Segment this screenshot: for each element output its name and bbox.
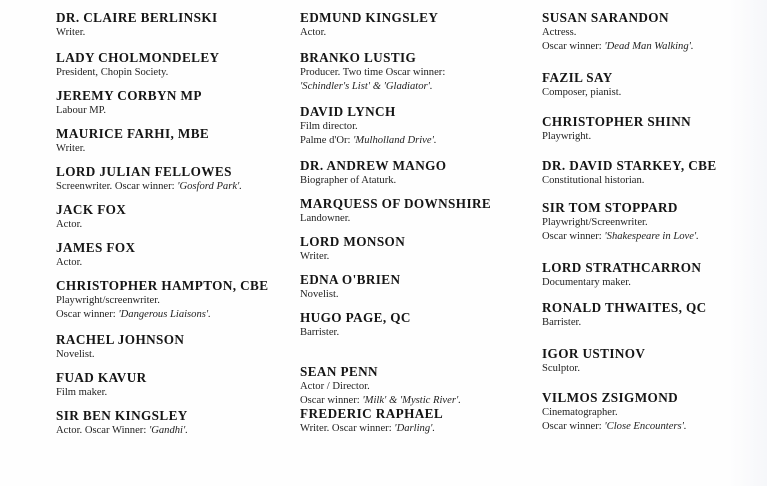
signatory-name: JACK FOX [56, 202, 127, 217]
signatory-description [56, 142, 296, 156]
signatory-entry [300, 406, 540, 436]
signatory-description [56, 180, 296, 194]
signatory-entry [300, 10, 540, 40]
description-text: Writer. [56, 143, 86, 154]
signatory-entry [56, 88, 296, 118]
signatory-entry [300, 234, 540, 264]
signatory-entry [56, 126, 296, 156]
signatory-name: SEAN PENN [300, 364, 378, 379]
signatory-description [56, 26, 296, 40]
signatory-name: FAZIL SAY [542, 70, 613, 85]
signatory-name: DR. CLAIRE BERLINSKI [56, 10, 218, 25]
signatory-description [56, 66, 296, 80]
description-text: Composer, pianist. [542, 87, 622, 98]
signatory-entry [300, 50, 540, 94]
signatory-entry [300, 272, 540, 302]
signatory-name: JEREMY CORBYN MP [56, 88, 202, 103]
signatory-name: VILMOS ZSIGMOND [542, 390, 679, 405]
signatory-name: EDNA O'BRIEN [300, 272, 401, 287]
signatory-name: SIR TOM STOPPARD [542, 200, 678, 215]
description-text: Actor / Director. [300, 381, 370, 392]
signatory-name: HUGO PAGE, QC [300, 310, 411, 325]
signatory-name: LADY CHOLMONDELEY [56, 50, 220, 65]
signatory-name: EDMUND KINGSLEY [300, 10, 439, 25]
signatory-description [300, 26, 540, 40]
signatory-entry [56, 278, 296, 322]
description-text: Actor. Oscar Winner: [56, 425, 149, 436]
signatory-name: LORD JULIAN FELLOWES [56, 164, 232, 179]
signatory-description [56, 424, 296, 438]
signatory-name: RONALD THWAITES, QC [542, 300, 707, 315]
description-text: Oscar winner: [300, 395, 363, 406]
signatory-name: SUSAN SARANDON [542, 10, 669, 25]
signatory-name: LORD MONSON [300, 234, 406, 249]
signatory-description [56, 256, 296, 270]
description-text: Novelist. [300, 289, 339, 300]
signatory-entry [56, 164, 296, 194]
signatory-entry [56, 240, 296, 270]
description-text: Actor. [56, 257, 83, 268]
signatory-name: JAMES FOX [56, 240, 136, 255]
signatory-description [300, 250, 540, 264]
signatory-name: DR. DAVID STARKEY, CBE [542, 158, 717, 173]
signatory-entry [56, 202, 296, 232]
signatory-description [300, 326, 540, 340]
description-text: Landowner. [300, 213, 351, 224]
description-text: Oscar winner: [542, 231, 605, 242]
description-text: Writer. [56, 27, 86, 38]
description-title: 'Milk' & 'Mystic River'. [362, 395, 461, 406]
description-text: Writer. [300, 251, 330, 262]
description-text: Oscar winner: [542, 41, 605, 52]
signatory-entry [300, 310, 540, 340]
description-title: 'Schindler's List' & 'Gladiator'. [300, 81, 433, 92]
signatory-description [56, 308, 296, 322]
signatory-entry [300, 104, 540, 148]
description-title: 'Dead Man Walking'. [604, 41, 694, 52]
scan-edge-shading [727, 0, 767, 486]
description-text: Screenwriter. Oscar winner: [56, 181, 178, 192]
description-text: Palme d'Or: [300, 135, 354, 146]
description-text: Documentary maker. [542, 277, 631, 288]
signatory-description [300, 174, 540, 188]
description-title: 'Shakespeare in Love'. [604, 231, 699, 242]
signatory-name: DR. ANDREW MANGO [300, 158, 447, 173]
signatory-name: MARQUESS OF DOWNSHIRE [300, 196, 492, 211]
signatory-description [300, 80, 540, 94]
description-text: Producer. Two time Oscar winner: [300, 67, 446, 78]
signatory-entry [56, 50, 296, 80]
signatory-entry [56, 370, 296, 400]
description-text: Cinematographer. [542, 407, 618, 418]
signatory-description [56, 104, 296, 118]
signatory-name: FUAD KAVUR [56, 370, 147, 385]
signatory-name: LORD STRATHCARRON [542, 260, 702, 275]
description-text: Labour MP. [56, 105, 107, 116]
description-text: Writer. Oscar winner: [300, 423, 395, 434]
description-title: 'Darling'. [394, 423, 436, 434]
description-text: Barrister. [300, 327, 340, 338]
description-title: 'Close Encounters'. [604, 421, 687, 432]
signatory-description [56, 348, 296, 362]
description-text: Actor. [56, 219, 83, 230]
signatory-description [56, 294, 296, 308]
signatory-entry [56, 408, 296, 438]
signatory-entry [56, 332, 296, 362]
description-text: Oscar winner: [56, 309, 119, 320]
signatory-description [300, 380, 540, 394]
description-text: Playwright/Screenwriter. [542, 217, 648, 228]
description-title: 'Dangerous Liaisons'. [118, 309, 211, 320]
signatory-entry [300, 158, 540, 188]
signatory-name: IGOR USTINOV [542, 346, 646, 361]
signatory-name: CHRISTOPHER HAMPTON, CBE [56, 278, 269, 293]
description-text: Oscar winner: [542, 421, 605, 432]
signatory-description [300, 66, 540, 80]
signatory-entry [300, 196, 540, 226]
signatory-description [300, 288, 540, 302]
description-text: Playwright. [542, 131, 592, 142]
signatory-name: CHRISTOPHER SHINN [542, 114, 692, 129]
signatory-name: DAVID LYNCH [300, 104, 396, 119]
description-title: 'Gandhi'. [148, 425, 188, 436]
description-text: President, Chopin Society. [56, 67, 169, 78]
signatory-description [300, 212, 540, 226]
signatory-name: BRANKO LUSTIG [300, 50, 417, 65]
description-text: Sculptor. [542, 363, 580, 374]
signatory-description [300, 422, 540, 436]
description-text: Novelist. [56, 349, 95, 360]
signatory-description [56, 218, 296, 232]
signatory-name: MAURICE FARHI, MBE [56, 126, 210, 141]
signatory-entry [56, 10, 296, 40]
signatory-description [300, 134, 540, 148]
description-title: 'Gosford Park'. [177, 181, 242, 192]
description-text: Film director. [300, 121, 358, 132]
description-text: Film maker. [56, 387, 108, 398]
description-title: 'Mulholland Drive'. [353, 135, 437, 146]
description-text: Constitutional historian. [542, 175, 645, 186]
description-text: Biographer of Ataturk. [300, 175, 397, 186]
description-text: Barrister. [542, 317, 582, 328]
signatory-description [300, 120, 540, 134]
description-text: Playwright/screenwriter. [56, 295, 160, 306]
signatory-name: RACHEL JOHNSON [56, 332, 185, 347]
description-text: Actress. [542, 27, 577, 38]
signatory-description [56, 386, 296, 400]
signatory-name: FREDERIC RAPHAEL [300, 406, 444, 421]
signatory-entry [300, 364, 540, 408]
signatory-name: SIR BEN KINGSLEY [56, 408, 188, 423]
description-text: Actor. [300, 27, 327, 38]
